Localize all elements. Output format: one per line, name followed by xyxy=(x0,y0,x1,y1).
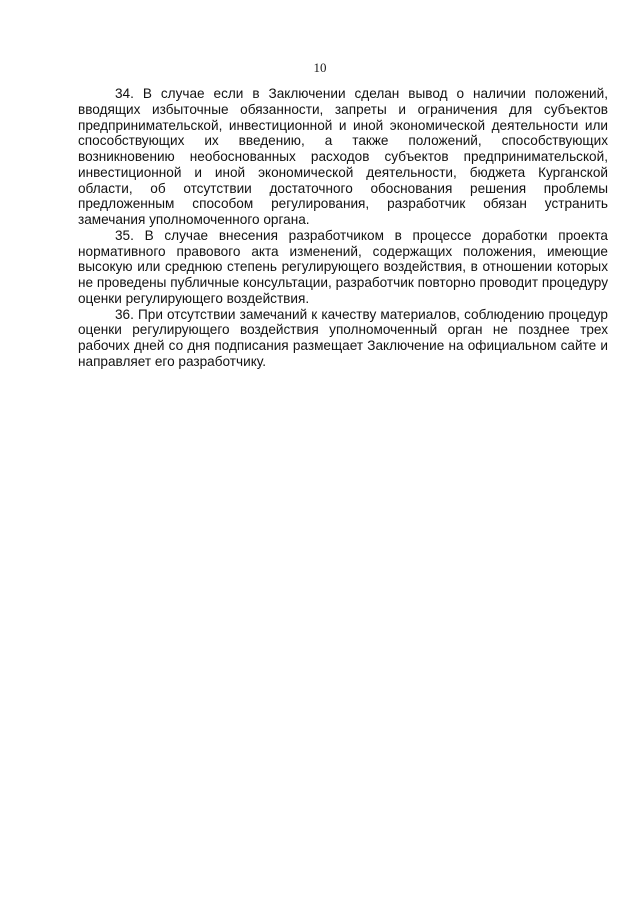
paragraph-34: 34. В случае если в Заключении сделан вывод о наличии положений, вводящих избыточные обязанности, запреты и ограничения для субъектов предпринимательской, инвестиционной и иной экономической деятельности или способствующих их введению, а также положений, способствующих возникновению необоснованных расходов субъектов предпринимательской, инвестиционной и иной экономической деятельности, бюджета Курганской области, об отсутствии достаточного обоснования решения проблемы предложенным способом регулирования, разработчик обязан устранить замечания уполномоченного органа. xyxy=(78,86,608,227)
document-body xyxy=(78,86,608,370)
paragraph-35: 35. В случае внесения разработчиком в процессе доработки проекта нормативного правового акта изменений, содержащих положения, имеющие высокую или среднюю степень регулирующего воздействия, в отношении которых не проведены публичные консультации, разработчик повторно проводит процедуру оценки регулирующего воздействия. xyxy=(78,227,608,306)
page-number: 10 xyxy=(313,60,327,75)
paragraph-36: 36. При отсутствии замечаний к качеству материалов, соблюдению процедур оценки регулирующего воздействия уполномоченный орган не позднее трех рабочих дней со дня подписания размещает Заключение на официальном сайте и направляет его разработчику. xyxy=(78,306,608,369)
